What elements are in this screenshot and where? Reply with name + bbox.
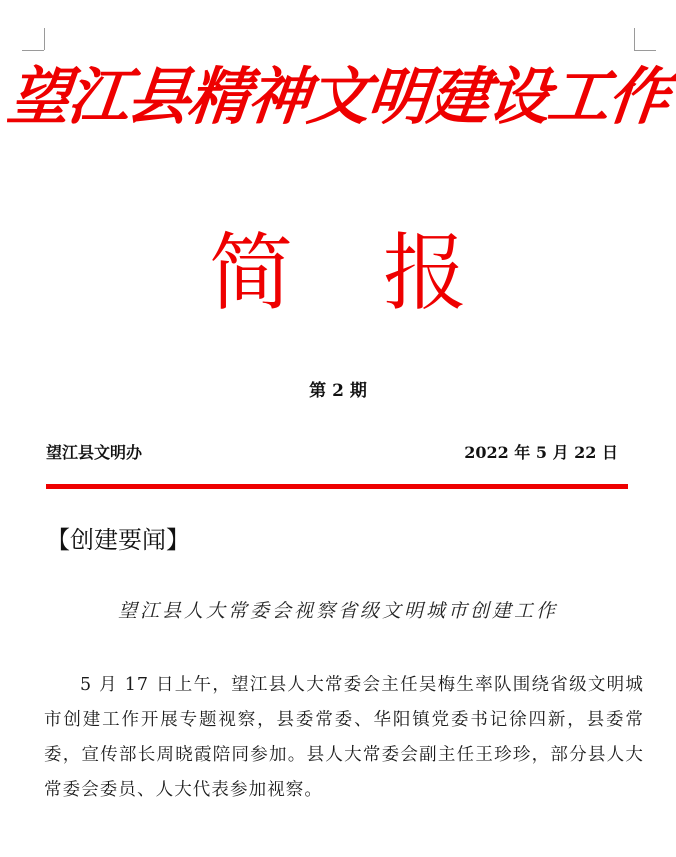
header-divider bbox=[46, 484, 628, 489]
crop-mark-top-right-h bbox=[634, 50, 656, 51]
masthead-title: 望江县精神文明建设工作 bbox=[4, 60, 672, 133]
crop-mark-top-left-v bbox=[44, 28, 45, 50]
article-body: 5 月 17 日上午，望江县人大常委会主任吴梅生率队围绕省级文明城市创建工作开展专题视察，县委常委、华阳镇党委书记徐四新，县委常委，宣传部长周晓霞陪同参加。县人大常委会副主任王珍珍，部分县人大常委会委员、人大代表参加视察。 bbox=[44, 675, 644, 800]
crop-mark-top-right-v bbox=[634, 28, 635, 50]
issuer-name: 望江县文明办 bbox=[46, 443, 143, 462]
article-title: 望江县人大常委会视察省级文明城市创建工作 bbox=[117, 600, 558, 622]
issue-number: 第 2 期 bbox=[309, 381, 367, 401]
issue-date: 2022 年 5 月 22 日 bbox=[464, 443, 618, 462]
report-title: 简报 bbox=[208, 224, 557, 322]
crop-mark-top-left-h bbox=[22, 50, 44, 51]
section-heading: 【创建要闻】 bbox=[46, 526, 190, 554]
